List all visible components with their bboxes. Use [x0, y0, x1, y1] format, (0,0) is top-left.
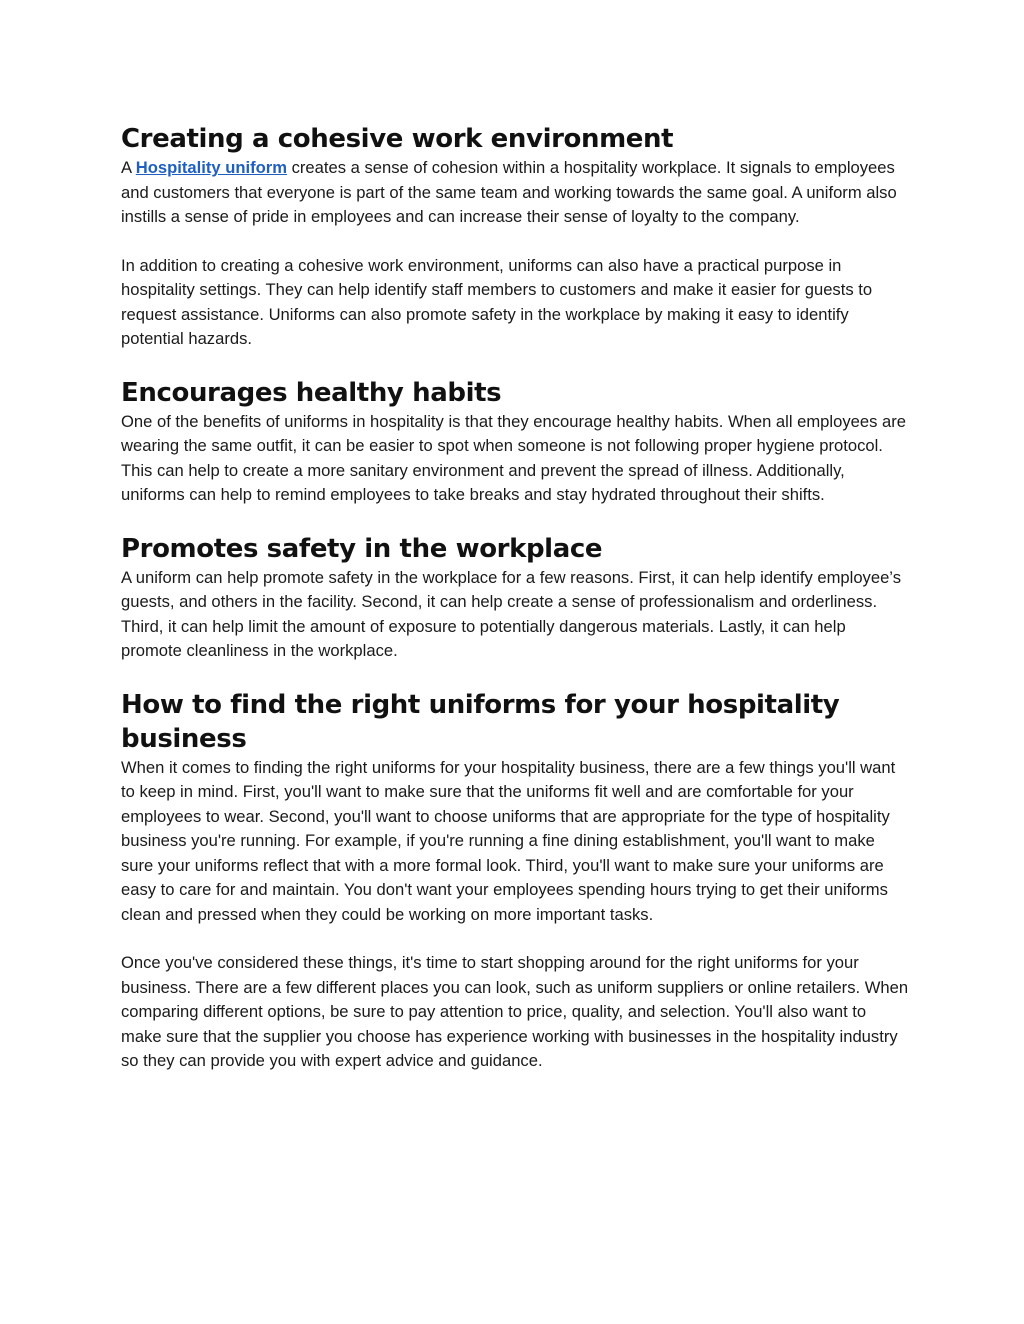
section-safety-workplace [121, 532, 911, 664]
hospitality-uniform-link[interactable]: Hospitality uniform [135, 158, 287, 177]
section-paragraph: When it comes to finding the right uniforms for your hospitality business, there are a few things you'll want to keep in mind. First, you'll want to make sure that the uniforms fit well and are comfortable for your employees to wear. Second, you'll want to choose uniforms that are appropriate for the type of hospitality business you're running. For example, if you're running a fine dining establishment, you'll want to make sure your uniforms reflect that with a more formal look. Third, you'll want to make sure your uniforms are easy to care for and maintain. You don't want your employees spending hours trying to get their uniforms clean and pressed when they could be working on more important tasks. [121, 757, 896, 924]
section-paragraph: A uniform can help promote safety in the workplace for a few reasons. First, it can help identify employee’s guests, and others in the facility. Second, it can help create a sense of professionalism and orderliness. Third, it can help limit the amount of exposure to potentially dangerous materials. Lastly, it can help promote cleanliness in the workplace. [121, 567, 901, 660]
section-heading: How to find the right uniforms for your hospitality business [121, 689, 840, 754]
section-paragraph [121, 156, 911, 230]
section-paragraph: In addition to creating a cohesive work environment, uniforms can also have a practical purpose in hospitality settings. They can help identify staff members to customers and make it easier for guests to request assistance. Uniforms can also promote safety in the workplace by making it easy to identify potential hazards. [121, 255, 873, 348]
paragraph-prefix: A [121, 158, 136, 177]
section-heading: Encourages healthy habits [121, 377, 502, 408]
document-body [121, 122, 911, 1074]
section-paragraph: Once you've considered these things, it's time to start shopping around for the right uniforms for your business. There are a few different places you can look, such as uniform suppliers or online retailers. When comparing different options, be sure to pay attention to price, quality, and selection. You'll also want to make sure that the supplier you choose has experience working with businesses in the hospitality industry so they can provide you with expert advice and guidance. [121, 953, 909, 1070]
section-cohesive-work-environment [121, 122, 911, 352]
paragraph-text: creates a sense of cohesion within a hospitality workplace. It signals to employees and customers that everyone is part of the same team and working towards the same goal. A uniform also instills a sense of pride in employees and can increase their sense of loyalty to the company. [121, 158, 897, 226]
section-paragraph: One of the benefits of uniforms in hospitality is that they encourage healthy habits. When all employees are wearing the same outfit, it can be easier to spot when someone is not following proper hygiene protocol. This can help to create a more sanitary environment and prevent the spread of illness. Additionally, uniforms can help to remind employees to take breaks and stay hydrated throughout their shifts. [121, 411, 906, 504]
section-healthy-habits [121, 376, 911, 508]
section-heading: Promotes safety in the workplace [121, 533, 603, 564]
section-heading: Creating a cohesive work environment [121, 124, 674, 154]
section-find-right-uniforms [121, 688, 911, 1074]
